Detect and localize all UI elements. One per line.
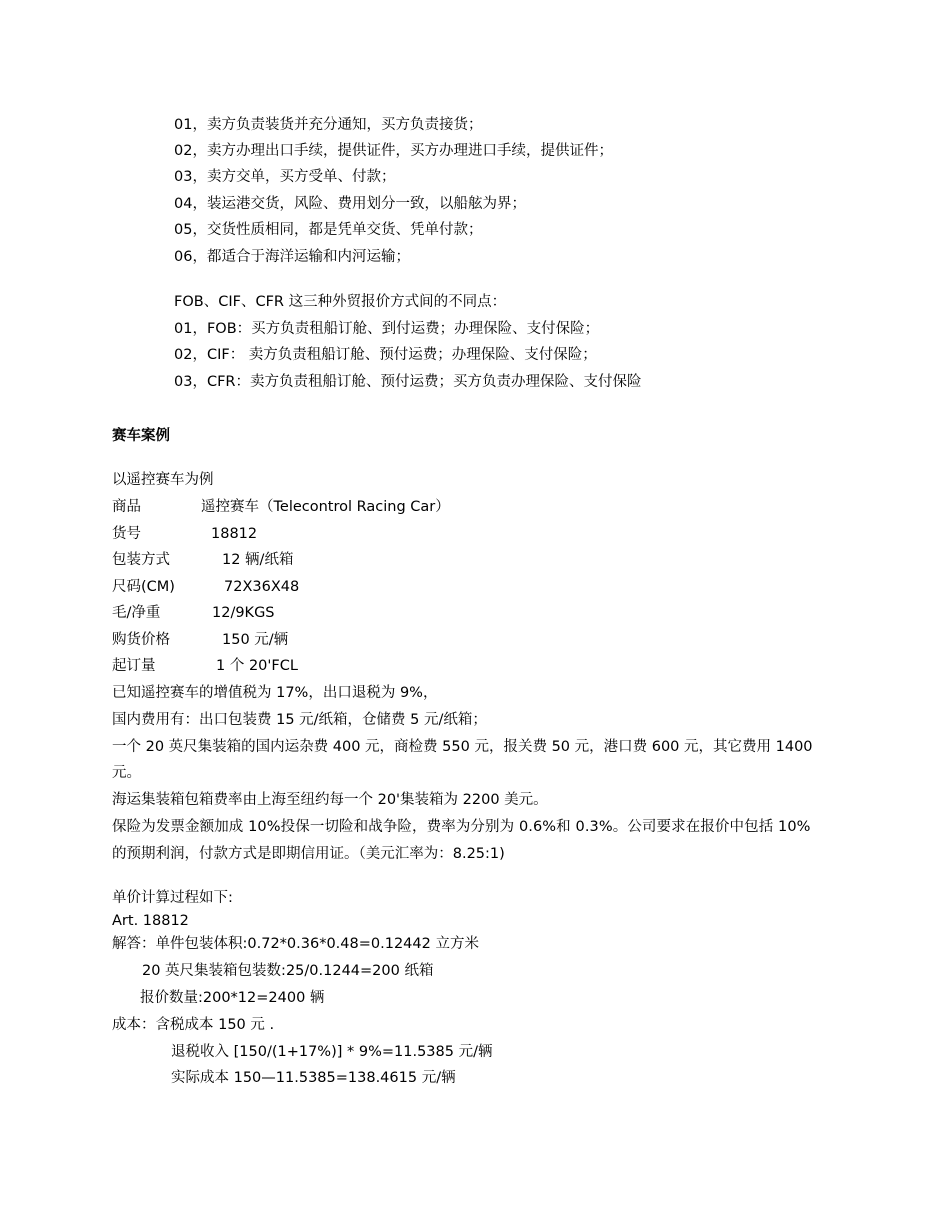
case-intro: 以遥控赛车为例 bbox=[112, 472, 214, 488]
spec-label-moq: 起订量 bbox=[112, 658, 156, 674]
similarity-item-1: 01，卖方负责装货并充分通知，买方负责接货； bbox=[174, 117, 483, 133]
condition-freight: 海运集装箱包箱费率由上海至纽约每一个 20'集装箱为 2200 美元。 bbox=[112, 792, 548, 808]
similarity-item-3: 03，卖方交单，买方受单、付款； bbox=[174, 169, 396, 185]
spec-value-packing: 12 辆/纸箱 bbox=[222, 552, 294, 568]
spec-value-price: 150 元/辆 bbox=[222, 632, 289, 648]
condition-container-fees: 一个 20 英尺集装箱的国内运杂费 400 元，商检费 550 元，报关费 50 元，港口费 600 元，其它费用 1400 bbox=[112, 739, 813, 755]
spec-value-art-no: 18812 bbox=[211, 526, 258, 542]
spec-value-weight: 12/9KGS bbox=[212, 605, 275, 621]
similarity-item-5: 05，交货性质相同，都是凭单交货、凭单付款； bbox=[174, 222, 483, 238]
difference-item-2: 02，CIF： 卖方负责租船订舱、预付运费；办理保险、支付保险； bbox=[174, 347, 597, 363]
spec-label-packing: 包装方式 bbox=[112, 552, 170, 568]
spec-value-size: 72X36X48 bbox=[224, 579, 300, 595]
spec-value-moq: 1 个 20'FCL bbox=[216, 658, 298, 674]
spec-label-art-no: 货号 bbox=[112, 526, 141, 542]
spec-label-product: 商品 bbox=[112, 499, 141, 515]
spec-label-price: 购货价格 bbox=[112, 632, 170, 648]
calc-actual-cost: 实际成本 150—11.5385=138.4615 元/辆 bbox=[171, 1070, 456, 1086]
similarity-item-6: 06，都适合于海洋运输和内河运输； bbox=[174, 249, 410, 265]
section-title: 赛车案例 bbox=[112, 428, 170, 444]
condition-container-fees-cont: 元。 bbox=[112, 765, 141, 781]
differences-heading: FOB、CIF、CFR 这三种外贸报价方式间的不同点： bbox=[174, 294, 507, 310]
condition-insurance-cont: 的预期利润，付款方式是即期信用证。（美元汇率为：8.25:1) bbox=[112, 846, 505, 862]
calc-volume: 解答：单件包装体积:0.72*0.36*0.48=0.12442 立方米 bbox=[112, 936, 479, 952]
condition-tax: 已知遥控赛车的增值税为 17%，出口退税为 9%， bbox=[112, 685, 438, 701]
condition-domestic-fees: 国内费用有：出口包装费 15 元/纸箱，仓储费 5 元/纸箱； bbox=[112, 712, 487, 728]
similarity-item-4: 04，装运港交货，风险、费用划分一致，以船舷为界； bbox=[174, 196, 526, 212]
calc-quote-qty: 报价数量:200*12=2400 辆 bbox=[140, 990, 325, 1006]
spec-value-product: 遥控赛车（Telecontrol Racing Car） bbox=[201, 499, 450, 515]
spec-label-weight: 毛/净重 bbox=[112, 605, 161, 621]
difference-item-1: 01，FOB：买方负责租船订舱、到付运费；办理保险、支付保险； bbox=[174, 321, 600, 337]
calc-tax-refund: 退税收入 [150/(1+17%)] * 9%=11.5385 元/辆 bbox=[171, 1044, 493, 1060]
spec-label-size: 尺码(CM) bbox=[112, 579, 175, 595]
similarity-item-2: 02，卖方办理出口手续，提供证件，买方办理进口手续，提供证件； bbox=[174, 143, 613, 159]
calc-heading: 单价计算过程如下: bbox=[112, 890, 233, 906]
condition-insurance: 保险为发票金额加成 10%投保一切险和战争险，费率为分别为 0.6%和 0.3%。公司要求在报价中包括 10% bbox=[112, 819, 811, 835]
calc-container-qty: 20 英尺集装箱包装数:25/0.1244=200 纸箱 bbox=[142, 963, 434, 979]
calc-cost: 成本：含税成本 150 元 . bbox=[112, 1017, 275, 1033]
difference-item-3: 03，CFR：卖方负责租船订舱、预付运费；买方负责办理保险、支付保险 bbox=[174, 374, 642, 390]
calc-art: Art. 18812 bbox=[112, 913, 189, 929]
